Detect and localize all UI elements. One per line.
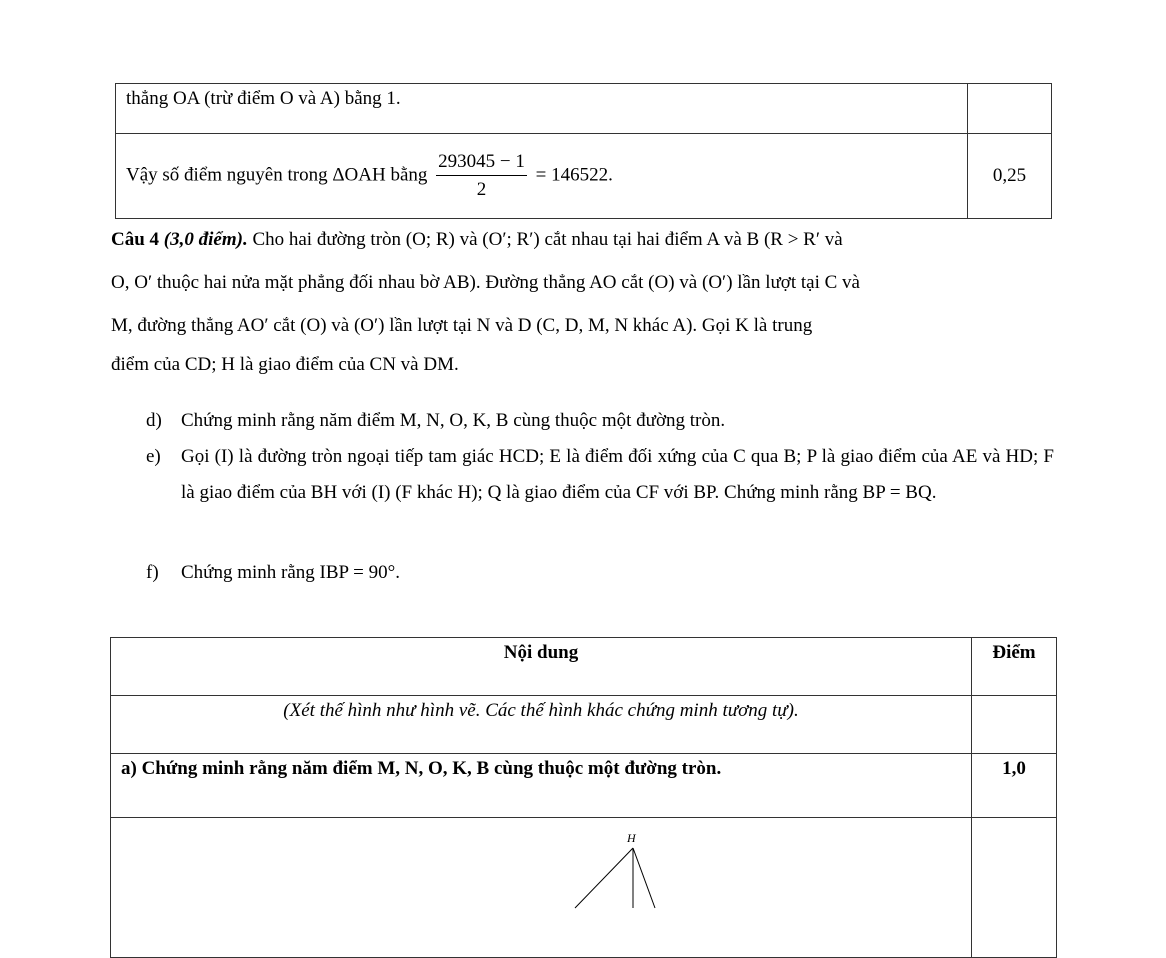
- list-item: [146, 555, 1054, 591]
- item-text: Chứng minh rằng IBP = 90°.: [181, 562, 400, 583]
- header-content: Nội dung: [111, 638, 972, 696]
- table-cell-score: [972, 818, 1057, 958]
- row1-text: thẳng OA (trừ điểm O và A) bằng 1.: [126, 88, 401, 109]
- item-text: Gọi (I) là đường tròn ngoại tiếp tam giác HCD; E là điểm đối xứng của C qua B; P là giao điểm của AE và HD; F là giao điểm của BH với (I) (F khác H); Q là giao điểm của CF với BP. Chứng minh rằng BP = BQ.: [181, 446, 1054, 503]
- table-cell-score: [968, 84, 1052, 134]
- item-label: e): [146, 446, 161, 467]
- table-row: [111, 696, 1057, 754]
- question-line-3: M, đường thẳng AO′ cắt (O) và (O′) lần lượt tại N và D (C, D, M, N khác A). Gọi K là trung: [111, 315, 813, 336]
- figure-cell: [111, 818, 972, 958]
- header-score: Điểm: [972, 638, 1057, 696]
- segment-line: [575, 848, 633, 908]
- item-label: d): [146, 410, 162, 431]
- figure-row: [111, 818, 1057, 958]
- item-label: f): [146, 562, 159, 583]
- segment-line: [633, 848, 655, 908]
- row2-score: 0,25: [992, 165, 1027, 186]
- table-row: [116, 84, 1052, 134]
- top-score-table: [115, 83, 1052, 219]
- table-cell-score: [968, 134, 1052, 219]
- row2-text: Vậy số điểm nguyên trong ΔOAH bằng: [126, 164, 428, 186]
- table-cell: [116, 84, 968, 134]
- question-paragraph: [111, 218, 1055, 383]
- table-header-row: [111, 638, 1057, 696]
- fraction-denominator: 2: [476, 179, 487, 200]
- part-a-title: a) Chứng minh rằng năm điểm M, N, O, K, B cùng thuộc một đường tròn.: [111, 754, 972, 818]
- table-cell: [116, 134, 968, 219]
- item-text: Chứng minh rằng năm điểm M, N, O, K, B cùng thuộc một đường tròn.: [181, 410, 726, 431]
- table-cell-score: [972, 696, 1057, 754]
- list-item: [146, 403, 1054, 439]
- point-label-H: H: [627, 831, 636, 845]
- question-line-1: [111, 218, 1055, 261]
- note-text: (Xét thế hình như hình vẽ. Các thế hình khác chứng minh tương tự).: [111, 696, 972, 754]
- question-line-4: điểm của CD; H là giao điểm của CN và DM.: [111, 354, 459, 375]
- question-label: Câu 4: [111, 229, 160, 250]
- question-line-2: O, O′ thuộc hai nửa mặt phẳng đối nhau bờ AB). Đường thẳng AO cắt (O) và (O′) lần lượt tại C và: [111, 272, 860, 293]
- part-a-score: 1,0: [972, 754, 1057, 818]
- fraction-numerator: 293045 − 1: [436, 151, 527, 176]
- table-row: [116, 134, 1052, 219]
- list-item: [146, 439, 1054, 511]
- question-text-1: Cho hai đường tròn (O; R) và (O′; R′) cắt nhau tại hai điểm A và B (R > R′ và: [252, 229, 843, 250]
- row2-result: = 146522.: [535, 164, 613, 186]
- geometry-figure: [111, 818, 971, 958]
- question-points: (3,0 điểm).: [163, 229, 248, 250]
- answer-table: [110, 637, 1057, 958]
- table-row: [111, 754, 1057, 818]
- fraction: [436, 151, 527, 201]
